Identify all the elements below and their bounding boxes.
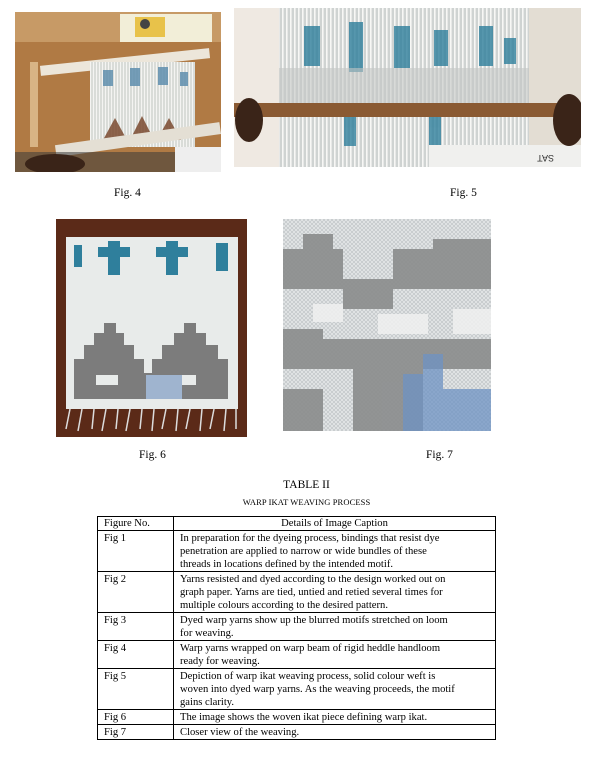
table-cell-caption bbox=[174, 641, 496, 669]
caption-line: threads in locations defined by the intended motif. bbox=[180, 559, 393, 570]
table-cell-caption bbox=[174, 669, 496, 710]
fig6-photo bbox=[56, 219, 247, 437]
table-cell-fig: Fig 6 bbox=[98, 710, 174, 725]
caption-line: Closer view of the weaving. bbox=[180, 727, 300, 738]
caption-line: Yarns resisted and dyed according to the design worked out on bbox=[180, 574, 446, 585]
caption-line: graph paper. Yarns are tied, untied and retied several times for bbox=[180, 587, 443, 598]
table-row bbox=[98, 531, 496, 572]
caption-line: Depiction of warp ikat weaving process, solid colour weft is bbox=[180, 671, 436, 682]
table-subtitle: WARP IKAT WEAVING PROCESS bbox=[242, 497, 371, 507]
table-cell-fig: Fig 5 bbox=[98, 669, 174, 710]
table-header-figure-no: Figure No. bbox=[98, 517, 174, 531]
fig5-photo bbox=[234, 8, 581, 167]
caption-line: The image shows the woven ikat piece defining warp ikat. bbox=[180, 712, 428, 723]
caption-line: Dyed warp yarns show up the blurred motifs stretched on loom bbox=[180, 615, 448, 626]
caption-line: woven into dyed warp yarns. As the weaving proceeds, the motif bbox=[180, 684, 455, 695]
table-cell-caption bbox=[174, 725, 496, 740]
fig4-photo bbox=[15, 12, 221, 172]
table-header-details: Details of Image Caption bbox=[174, 517, 496, 531]
table-row bbox=[98, 669, 496, 710]
fig4-caption: Fig. 4 bbox=[114, 187, 141, 199]
table-row bbox=[98, 572, 496, 613]
caption-line: ready for weaving. bbox=[180, 656, 260, 667]
table-cell-fig: Fig 7 bbox=[98, 725, 174, 740]
table-row bbox=[98, 641, 496, 669]
table-cell-fig: Fig 3 bbox=[98, 613, 174, 641]
table-header-row bbox=[98, 517, 496, 531]
table-cell-fig: Fig 4 bbox=[98, 641, 174, 669]
caption-line: gains clarity. bbox=[180, 697, 235, 708]
fig6-caption: Fig. 6 bbox=[139, 449, 166, 461]
caption-line: for weaving. bbox=[180, 628, 234, 639]
table-row bbox=[98, 710, 496, 725]
table-cell-caption bbox=[174, 572, 496, 613]
table-row bbox=[98, 725, 496, 740]
table-cell-fig: Fig 1 bbox=[98, 531, 174, 572]
table-title: TABLE II bbox=[283, 479, 330, 491]
caption-line: In preparation for the dyeing process, bindings that resist dye bbox=[180, 533, 440, 544]
table-row bbox=[98, 613, 496, 641]
fig5-tag-label: SAT bbox=[537, 153, 554, 163]
table-cell-fig: Fig 2 bbox=[98, 572, 174, 613]
fig7-photo bbox=[283, 219, 491, 431]
fig5-caption: Fig. 5 bbox=[450, 187, 477, 199]
caption-line: Warp yarns wrapped on warp beam of rigid heddle handloom bbox=[180, 643, 441, 654]
caption-table bbox=[97, 516, 496, 740]
caption-line: multiple colours according to the desired pattern. bbox=[180, 600, 388, 611]
table-cell-caption bbox=[174, 531, 496, 572]
table-cell-caption bbox=[174, 613, 496, 641]
fig7-caption: Fig. 7 bbox=[426, 449, 453, 461]
caption-line: penetration are applied to narrow or wide bundles of these bbox=[180, 546, 427, 557]
table-cell-caption bbox=[174, 710, 496, 725]
